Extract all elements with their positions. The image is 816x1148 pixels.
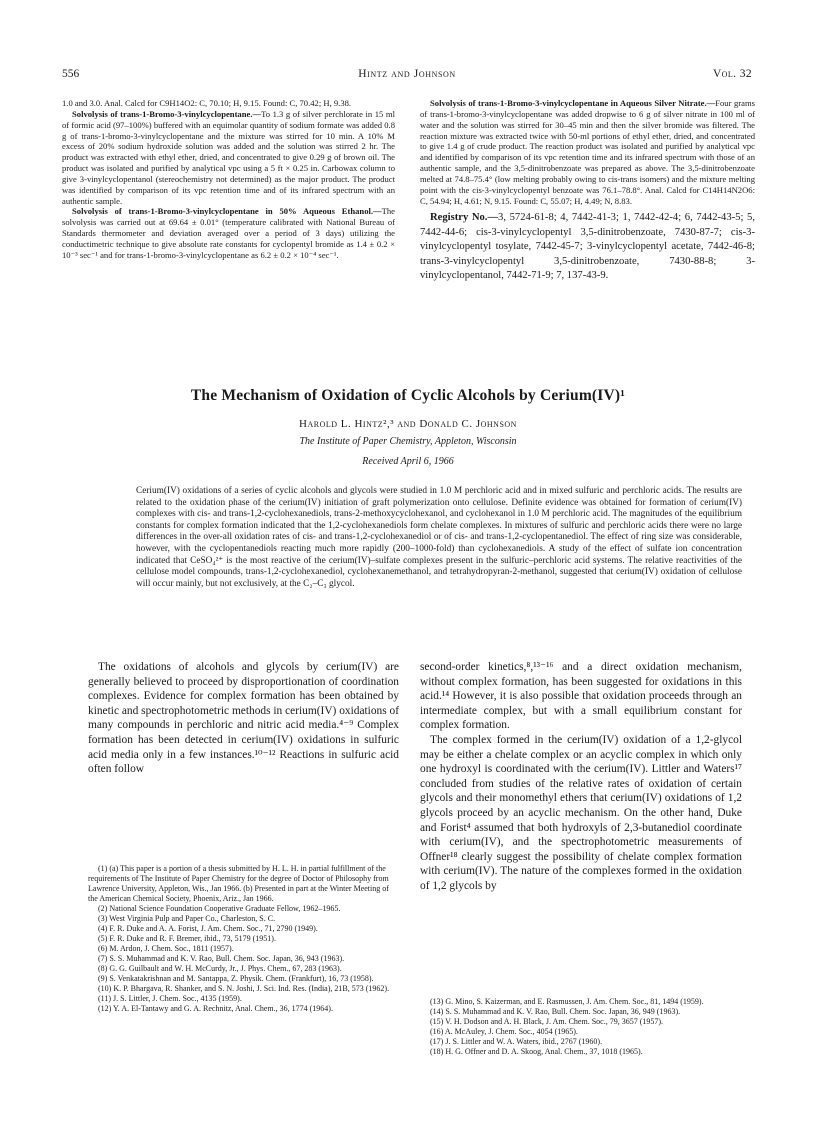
footnotes-right <box>420 997 742 1057</box>
article-title: The Mechanism of Oxidation of Cyclic Alcohols by Cerium(IV)¹ <box>190 387 626 404</box>
paragraph-heading: Solvolysis of trans-1-Bromo-3-vinylcyclopentane in 50% Aqueous Ethanol.— <box>72 206 382 217</box>
footnote: (8) G. G. Guilbault and W. H. McCurdy, Jr., J. Phys. Chem., 67, 283 (1963). <box>98 964 342 973</box>
footnote: (13) G. Mino, S. Kaizerman, and E. Rasmussen, J. Am. Chem. Soc., 81, 1494 (1959). <box>430 997 704 1006</box>
paragraph-heading: Solvolysis of trans-1-Bromo-3-vinylcyclopentane.— <box>72 108 262 119</box>
running-title: Hintz and Johnson <box>358 68 456 80</box>
intro-paragraph: The oxidations of alcohols and glycols by cerium(IV) are generally believed to proceed by disproportionation of coordination complexes. Evidence for complex formation has been obtained by kinetic and spectrophotometric methods in cerium(IV) oxidations of many compounds in perchloric and nitric acid media.⁴⁻⁹ Complex formation has been detected in cerium(IV) oxidations in sulfuric acid media only in a few instances.¹⁰⁻¹² Reactions in sulfuric acid often follow <box>88 661 399 776</box>
footnote: (2) National Science Foundation Cooperative Graduate Fellow, 1962–1965. <box>98 904 341 913</box>
body-column-left <box>88 660 399 777</box>
footnote: (14) S. S. Muhammad and K. V. Rao, Bull. Chem. Soc. Japan, 36, 949 (1963). <box>430 1007 681 1016</box>
footnote: (10) K. P. Bhargava, R. Shanker, and S. N. Joshi, J. Sci. Ind. Res. (India), 21B, 573 (1962). <box>98 984 390 993</box>
footnote: (7) S. S. Muhammad and K. V. Rao, Bull. Chem. Soc. Japan, 36, 943 (1963). <box>98 954 345 963</box>
solvolysis-silver-nitrate-paragraph <box>420 98 755 206</box>
footnote: (11) J. S. Littler, J. Chem. Soc., 4135 (1959). <box>98 994 242 1003</box>
footnotes-left <box>88 864 399 1014</box>
body-column-right <box>420 660 742 894</box>
paragraph-heading: Solvolysis of trans-1-Bromo-3-vinylcyclopentane in Aqueous Silver Nitrate.— <box>430 98 716 108</box>
footnote: (3) West Virginia Pulp and Paper Co., Charleston, S. C. <box>98 914 276 923</box>
intro-paragraph-continued: second-order kinetics,⁸,¹³⁻¹⁶ and a direct oxidation mechanism, without complex formation, has been suggested for oxidations in this acid.¹⁴ However, it is also possible that oxidation proceeds through an intermediate complex, but with a small equilibrium constant for complex formation. <box>420 661 742 732</box>
running-header <box>62 68 752 84</box>
previous-article-experimental-right <box>420 98 755 284</box>
solvolysis-formic-paragraph <box>62 109 395 207</box>
received-date: Received April 6, 1966 <box>362 456 454 467</box>
paragraph-body: Four grams of trans-1-bromo-3-vinylcyclopentane was added dropwise to 6 g of silver nitrate in 100 ml of water and the solution was stirred for 30–45 min and then the silver bromide was filtered. The reaction mixture was extracted twice with 50-ml portions of ethyl ether, dried, and concentrated to give 1.4 g of crude product. The reaction product was isolated and purified by analytical vpc and identified by comparison of its vpc retention time and its infrared spectrum with those of an authentic sample, and the 3,5-dinitrobenzoate was prepared as above. The 3,5-dinitrobenzoate melted at 74.8–75.4° (low melting probably owing to cis-trans isomers) and the mixture melting point with the cis-3-vinylcyclopentyl benzoate was 76.1–78.8°. Anal. Calcd for C14H14N2O6: C, 54.94; H, 4.61; N, 9.15. Found: C, 55.07; H, 4.49; N, 8.83. <box>420 98 755 206</box>
volume-label: Vol. 32 <box>712 68 752 80</box>
article-institution: The Institute of Paper Chemistry, Appleton, Wisconsin <box>299 436 517 447</box>
registry-numbers <box>420 211 755 284</box>
footnote: (16) A. McAuley, J. Chem. Soc., 4054 (1965). <box>430 1027 578 1036</box>
complex-nature-paragraph: The complex formed in the cerium(IV) oxidation of a 1,2-glycol may be either a chelate complex or an acyclic complex in which only one hydroxyl is coordinated with the cerium(IV). Littler and Waters¹⁷ concluded from studies of the relative rates of oxidation of certain glycols and their monomethyl ethers that cerium(IV) oxidations of 1,2 glycols proceed by an acyclic mechanism. On the other hand, Duke and Forist⁴ assumed that both hydroxyls of 2,3-butanediol coordinate with cerium(IV), and the spectrophotometric measurements of Offner¹⁸ clearly suggest the possibility of chelate complex formation with cerium(IV). The nature of the complexes formed in the oxidation of 1,2 glycols by <box>420 733 742 892</box>
footnote: (5) F. R. Duke and R. F. Bremer, ibid., 73, 5179 (1951). <box>98 934 276 943</box>
footnote: (4) F. R. Duke and A. A. Forist, J. Am. Chem. Soc., 71, 2790 (1949). <box>98 924 318 933</box>
footnote: (6) M. Ardon, J. Chem. Soc., 1811 (1957). <box>98 944 234 953</box>
footnote: (12) Y. A. El-Tantawy and G. A. Rechnitz, Anal. Chem., 36, 1774 (1964). <box>98 1004 333 1013</box>
page-number: 556 <box>62 68 80 80</box>
solvolysis-ethanol-paragraph <box>62 206 395 260</box>
registry-body: 3, 5724-61-8; 4, 7442-41-3; 1, 7442-42-4; 6, 7442-43-5; 5, 7442-44-6; cis-3-vinylcyclopentyl 3,5-dinitrobenzoate, 7430-87-7; cis-3-vinylcyclopentyl tosylate, 7442-45-7; 3-vinylcyclopentyl acetate, 7442-46-8; trans-3-vinylcyclopentyl 3,5-dinitrobenzoate, 7430-88-8; 3-vinylcyclopentanol, 7442-71-9; 7, 137-43-9. <box>420 212 755 282</box>
footnote: (15) V. H. Dodson and A. H. Black, J. Am. Chem. Soc., 79, 3657 (1957). <box>430 1017 664 1026</box>
footnote: (9) S. Venkatakrishnan and M. Santappa, Z. Physik. Chem. (Frankfurt), 16, 73 (1958). <box>98 974 374 983</box>
previous-article-experimental-left <box>62 98 395 261</box>
paragraph-body: To 1.3 g of silver perchlorate in 15 ml of formic acid (97–100%) buffered with an equimolar quantity of sodium formate was added 0.8 g of trans-1-bromo-3-vinylcyclopentane and the mixture was stirred for 10 min. A 10% M excess of 20% sodium hydroxide solution was added and the solution was stirred 2 hr. The product was extracted with ethyl ether, dried, and concentrated to give 0.29 g of brown oil. The product was isolated and purified by analytical vpc using a 5 ft × 0.25 in. Carbowax column to give 3-vinylcyclopentanol (stereochemistry not determined) as the major product. The product was identified by comparison of its vpc retention time and of its infrared spectrum with an authentic sample. <box>62 108 395 206</box>
abstract: Cerium(IV) oxidations of a series of cyclic alcohols and glycols were studied in 1.0 M perchloric acid and in mixed sulfuric and perchloric acids. The results are related to the oxidation phase of the cerium(IV) initiation of graft polymerization onto cellulose. Definite evidence was obtained for formation of cerium(IV) complexes with cis- and trans-1,2-cyclohexanediols, trans-2-methoxycyclohexanol, and cyclohexanol in 1.0 M perchloric acid. The magnitudes of the equilibrium constants for complex formation indicated that the 1,2-cyclohexanediols form chelate complexes. In mixtures of sulfuric and perchloric acids there were no large differences in the over-all oxidation rates of cis- and trans-1,2-cyclohexanediol or of cis- and trans-1,2-cyclopentanediol. The effect of ring size was considerable, however, with the cyclopentanediols reacting much more rapidly (200–1000-fold) than cyclohexanediols. A study of the effect of sulfate ion concentration indicated that CeSO₄²⁺ is the most reactive of the cerium(IV)–sulfate complexes present in the sulfuric–perchloric acid systems. The relative reactivities of the cellulose model compounds, trans-1,2-cyclohexanediol, cyclohexanemethanol, and tetrahydropyran-2-methanol, suggested that cerium(IV) oxidation of cellulose will occur mainly, but not exclusively, at the C₂–C₃ glycol. <box>136 486 742 589</box>
article-authors: Harold L. Hintz²,³ and Donald C. Johnson <box>299 418 517 430</box>
footnote: (1) (a) This paper is a portion of a thesis submitted by H. L. H. in partial fulfillment of the requirements of The Institute of Paper Chemistry for the degree of Doctor of Philosophy from Lawrence University, Appleton, Wis., Jan 1966. (b) Presented in part at the Winter Meeting of the American Chemical Society, Phoenix, Ariz., Jan 1966. <box>88 864 389 903</box>
analysis-paragraph: 1.0 and 3.0. Anal. Calcd for C9H14O2: C, 70.10; H, 9.15. Found: C, 70.42; H, 9.38. <box>62 98 352 108</box>
footnote: (17) J. S. Littler and W. A. Waters, ibid., 2767 (1960). <box>430 1037 603 1046</box>
paragraph-body: The solvolysis was carried out at 69.64 ± 0.01° (temperature calibrated with National Bureau of Standards thermometer and deviation averaged over a period of 3 days) utilizing the conductimetric technique to give absolute rate constants for cyclopentyl bromide as 1.4 ± 0.2 × 10⁻³ sec⁻¹ and for trans-1-bromo-3-vinylcyclopentane as 6.2 ± 0.2 × 10⁻⁴ sec⁻¹. <box>62 206 395 260</box>
registry-heading: Registry No.— <box>430 212 499 224</box>
footnote: (18) H. G. Offner and D. A. Skoog, Anal. Chem., 37, 1018 (1965). <box>430 1047 643 1056</box>
